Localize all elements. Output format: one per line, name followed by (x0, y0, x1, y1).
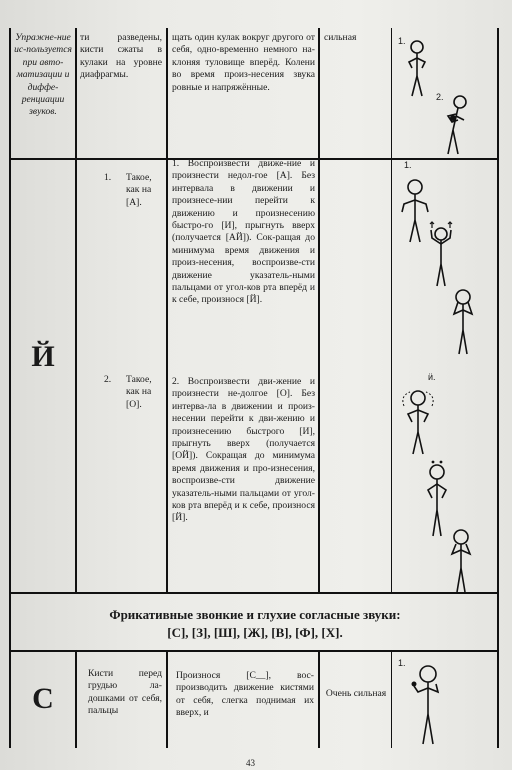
row1-figure-2 (440, 94, 474, 156)
section-heading-line1: Фрикативные звонкие и глухие согласные звуки: (109, 607, 401, 622)
row-s-description: Произнося [С__], вос-производить движение кистями от себя, слегка поднимая их вверх, и (176, 670, 314, 719)
row-y-item1-label: Такое, как на [А]. (126, 172, 152, 208)
row-y-item2-text: 2. Воспроизвести дви-жение и произнести не-долгое [О]. Без интерва-ла в движении и произ-несении перейти к дви-жению и произнесению быстрого [И], прыгнуть вверх (получается [ОЙ]). Сокращая до минимума время движения и про-изнесения, воспроизве-сти движение указатель-ными пальцами от угол-ков рта вперёд и к себе, произнося [Й]. (172, 376, 315, 524)
row1-usage-note: Упражне-ние ис-пользуется при авто-матизации и диффе-ренциации звуков. (14, 32, 72, 118)
row-y-figure-2 (426, 222, 456, 288)
col-divider-2 (166, 28, 168, 593)
row-y-fig-num-2: ӥ. (428, 372, 436, 382)
row-divider-3 (9, 650, 499, 652)
row-s-intensity: Очень сильная (325, 688, 387, 699)
col-divider-s-2 (166, 650, 168, 748)
row-y-item1-number: 1. (104, 172, 112, 183)
page-number: 43 (246, 758, 255, 768)
col-divider-3 (318, 28, 320, 593)
col-divider-s-3 (318, 650, 320, 748)
row1-start-position: ти разведены, кисти сжаты в кулаки на уровне диафрагмы. (80, 32, 162, 81)
table-border-left (9, 28, 11, 748)
row-y-figure-5 (422, 460, 452, 538)
row-s-letter: С (32, 682, 54, 715)
row-s-fig-num: 1. (398, 658, 406, 668)
row-y-figure-3 (448, 288, 478, 356)
row-y-item2-number: 2. (104, 374, 112, 385)
row-y-fig-num-1: 1. (404, 160, 412, 170)
row1-description: щать один кулак вокруг другого от себя, одно-временно немного на-клоняя туловище вперёд. Колени во время произ-несения звука ровные и напряжённые. (172, 32, 315, 93)
row-divider-2 (9, 592, 499, 594)
col-divider-s-1 (75, 650, 77, 748)
table-border-right (497, 28, 499, 748)
row1-fig-num-1: 1. (398, 36, 406, 46)
row-y-letter: Й (31, 340, 55, 373)
row1-fig-num-2: 2. (436, 92, 444, 102)
col-divider-4 (391, 28, 392, 593)
col-divider-1 (75, 28, 77, 593)
row-s-figure-1 (406, 662, 446, 746)
row-y-figure-6 (446, 528, 476, 594)
row1-intensity: сильная (324, 32, 357, 43)
row-y-figure-4 (398, 386, 438, 456)
row-s-start-position: Кисти перед грудью ла-дошками от себя, пальцы (88, 668, 162, 717)
col-divider-s-4 (391, 650, 392, 748)
row1-figure-1 (402, 38, 432, 98)
section-heading-line2: [С], [З], [Ш], [Ж], [В], [Ф], [Х]. (167, 625, 343, 640)
row-y-item1-text: 1. Воспроизвести движе-ние и произнести недол-гое [А]. Без интервала в движении и произнесе-нии перейти к движению и произнесению быстро-го [И], прыгнуть вверх (получается [АЙ]). Сок-ращая до минимума время движения и произ-несения, воспроизве-сти движение указатель-ными пальцами от угол-ков рта вперёд и к себе, произнося [Й]. (172, 158, 315, 306)
row-y-item2-label: Такое, как на [О]. (126, 374, 152, 410)
